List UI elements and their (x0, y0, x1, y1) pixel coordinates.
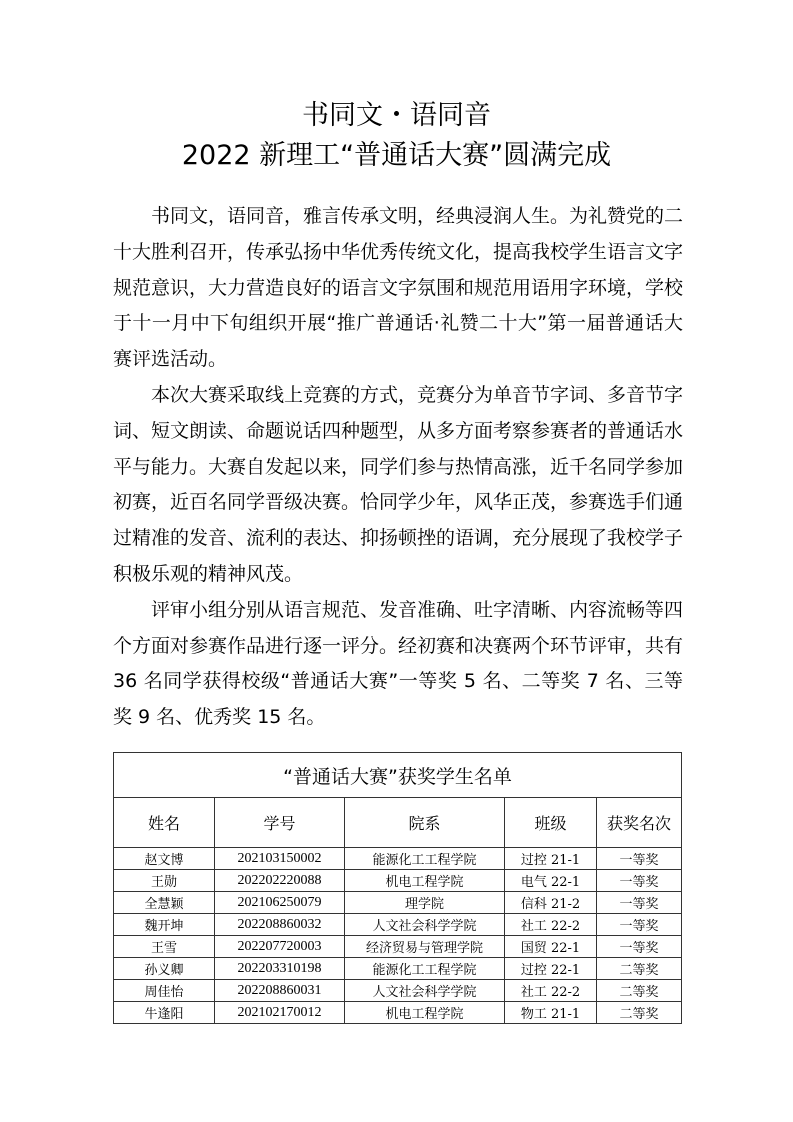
cell-name: 全慧颖 (114, 892, 215, 914)
cell-student-id: 202103150002 (215, 848, 345, 870)
cell-award: 一等奖 (597, 914, 682, 936)
header-class: 班级 (505, 798, 597, 848)
table-row (114, 870, 682, 892)
paragraph-contest-format: 本次大赛采取线上竞赛的方式，竞赛分为单音节字词、多音节字词、短文朗读、命题说话四种题型，从多方面考察参赛者的普通话水平与能力。大赛自发起以来，同学们参与热情高涨，近千名同学参加初赛，近百名同学晋级决赛。恰同学少年，风华正茂，参赛选手们通过精准的发音、流利的表达、抑扬顿挫的语调，充分展现了我校学子积极乐观的精神风茂。 (113, 383, 684, 585)
cell-name: 王勋 (114, 870, 215, 892)
cell-student-id: 202208860031 (215, 980, 345, 1002)
cell-name: 王雪 (114, 936, 215, 958)
table-row (114, 1002, 682, 1024)
article-body (113, 199, 683, 736)
table-row (114, 848, 682, 870)
header-name: 姓名 (114, 798, 215, 848)
cell-department: 理学院 (345, 892, 505, 914)
cell-class: 社工 22-2 (505, 914, 597, 936)
cell-department: 人文社会科学学院 (345, 980, 505, 1002)
document-subtitle: 2022 新理工“普通话大赛”圆满完成 (181, 140, 612, 171)
cell-award: 一等奖 (597, 848, 682, 870)
header-student-id: 学号 (215, 798, 345, 848)
table-row (114, 958, 682, 980)
cell-department: 机电工程学院 (345, 1002, 505, 1024)
cell-name: 孙义卿 (114, 958, 215, 980)
paragraph-results: 评审小组分别从语言规范、发音准确、吐字清晰、内容流畅等四个方面对参赛作品进行逐一评分。经初赛和决赛两个环节评审，共有 36 名同学获得校级“普通话大赛”一等奖 5 名、二等奖 7 名、三等奖 9 名、优秀奖 15 名。 (113, 598, 684, 729)
document-title: 书同文・语同音 (302, 100, 491, 131)
cell-department: 能源化工工程学院 (345, 958, 505, 980)
table-row (114, 914, 682, 936)
cell-class: 过控 22-1 (505, 958, 597, 980)
cell-department: 机电工程学院 (345, 870, 505, 892)
cell-student-id: 202106250079 (215, 892, 345, 914)
table-header-row (114, 798, 682, 848)
cell-student-id: 202102170012 (215, 1002, 345, 1024)
paragraph-intro: 书同文，语同音，雅言传承文明，经典浸润人生。为礼赞党的二十大胜利召开，传承弘扬中华优秀传统文化，提高我校学生语言文字规范意识，大力营造良好的语言文字氛围和规范用语用字环境，学校于十一月中下旬组织开展“推广普通话·礼赞二十大”第一届普通话大赛评选活动。 (113, 205, 684, 371)
cell-department: 能源化工工程学院 (345, 848, 505, 870)
cell-student-id: 202203310198 (215, 958, 345, 980)
cell-award: 一等奖 (597, 892, 682, 914)
cell-student-id: 202202220088 (215, 870, 345, 892)
cell-student-id: 202208860032 (215, 914, 345, 936)
header-department: 院系 (345, 798, 505, 848)
table-row (114, 892, 682, 914)
cell-class: 社工 22-2 (505, 980, 597, 1002)
cell-name: 牛逢阳 (114, 1002, 215, 1024)
table-row (114, 980, 682, 1002)
cell-award: 二等奖 (597, 980, 682, 1002)
cell-award: 一等奖 (597, 870, 682, 892)
header-award: 获奖名次 (597, 798, 682, 848)
cell-name: 赵文博 (114, 848, 215, 870)
cell-department: 人文社会科学学院 (345, 914, 505, 936)
cell-award: 二等奖 (597, 1002, 682, 1024)
cell-class: 过控 21-1 (505, 848, 597, 870)
cell-department: 经济贸易与管理学院 (345, 936, 505, 958)
cell-student-id: 202207720003 (215, 936, 345, 958)
cell-name: 魏开坤 (114, 914, 215, 936)
cell-name: 周佳怡 (114, 980, 215, 1002)
cell-class: 国贸 22-1 (505, 936, 597, 958)
cell-award: 二等奖 (597, 958, 682, 980)
cell-class: 物工 21-1 (505, 1002, 597, 1024)
cell-class: 电气 22-1 (505, 870, 597, 892)
cell-class: 信科 21-2 (505, 892, 597, 914)
cell-award: 一等奖 (597, 936, 682, 958)
table-caption: “普通话大赛”获奖学生名单 (114, 753, 682, 798)
award-table (113, 752, 682, 1024)
table-row (114, 936, 682, 958)
